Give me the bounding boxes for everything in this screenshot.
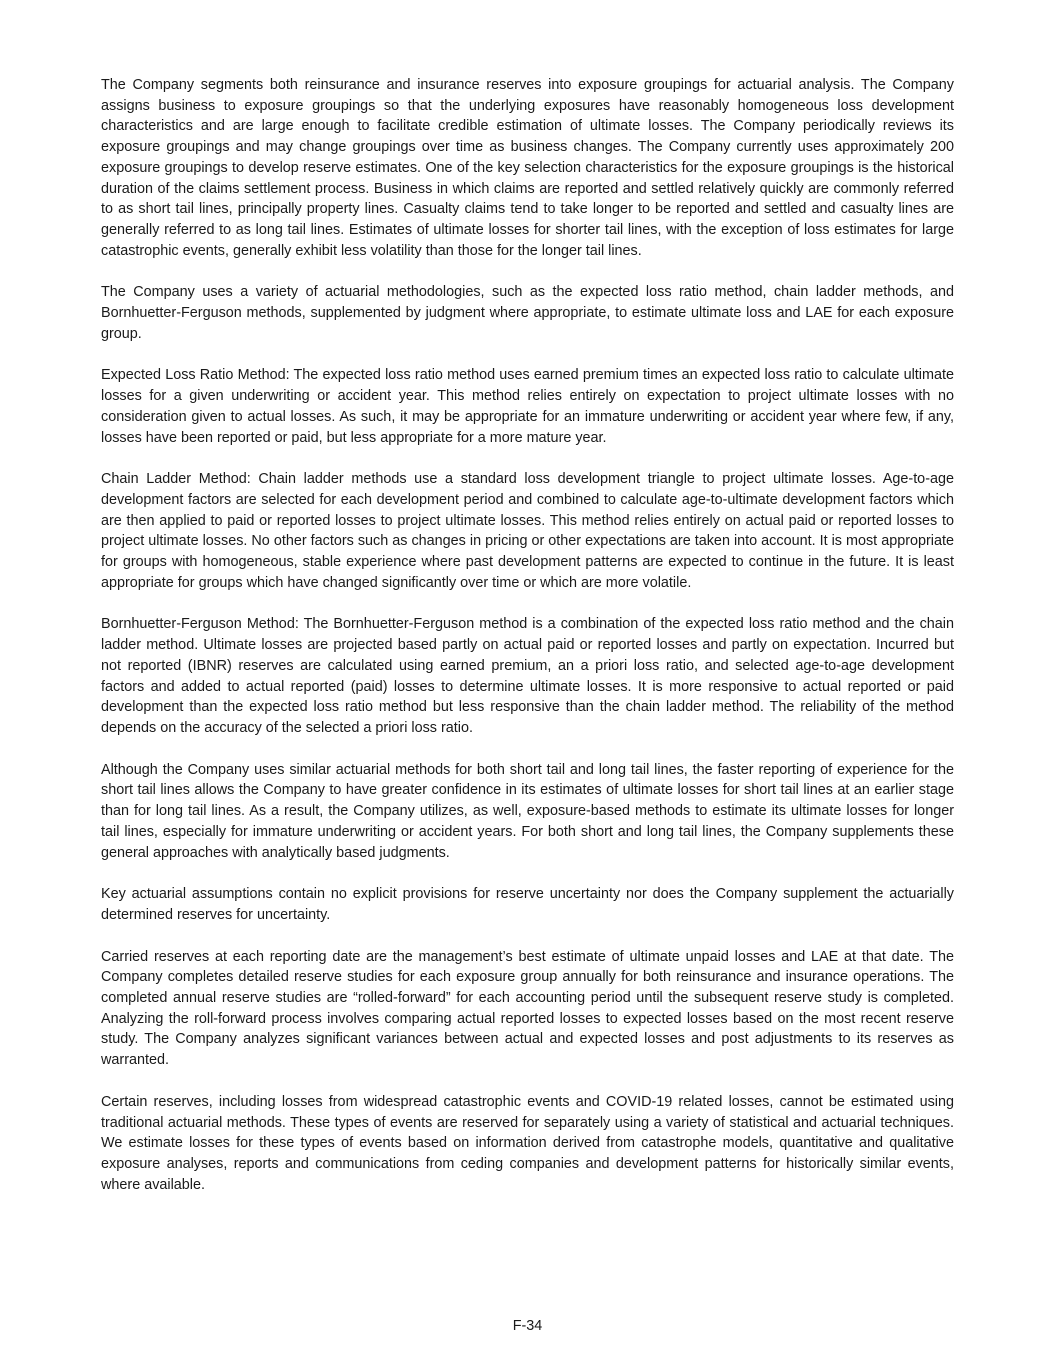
document-body: [101, 75, 954, 1216]
paragraph-short-long-tail-lines: Although the Company uses similar actuarial methods for both short tail and long tail lines, the faster reporting of experience for the short tail lines allows the Company to have greater confidence in its estimates of ultimate losses for short tail lines at an earlier stage than for long tail lines. As a result, the Company utilizes, as well, exposure-based methods to estimate its ultimate losses for longer tail lines, especially for immature underwriting or accident years. For both short and long tail lines, the Company supplements these general approaches with analytically based judgments.: [101, 761, 954, 861]
paragraph-catastrophic-events: Certain reserves, including losses from widespread catastrophic events and COVID-19 related losses, cannot be estimated using traditional actuarial methods. These types of events are reserved for separately using a variety of statistical and actuarial techniques. We estimate losses for these types of events based on information derived from catastrophe models, quantitative and qualitative exposure analyses, reports and communications from ceding companies and development patterns for historically similar events, where available.: [101, 1093, 954, 1193]
paragraph-carried-reserves: Carried reserves at each reporting date are the management’s best estimate of ultimate unpaid losses and LAE at that date. The Company completes detailed reserve studies for each exposure group annually for both reinsurance and insurance operations. The completed annual reserve studies are “rolled-forward” for each accounting period until the subsequent reserve study is completed. Analyzing the roll-forward process involves comparing actual reported losses to expected losses based on the most recent reserve study. The Company analyzes significant variances between actual and expected losses and post adjustments to its reserves as warranted.: [101, 948, 954, 1069]
paragraph-bornhuetter-ferguson-method: Bornhuetter-Ferguson Method: The Bornhuetter-Ferguson method is a combination of the expected loss ratio method and the chain ladder method. Ultimate losses are projected based partly on actual paid or reported losses and partly on expectation. Incurred but not reported (IBNR) reserves are calculated using earned premium, an a priori loss ratio, and selected age-to-age development factors and added to actual reported (paid) losses to determine ultimate losses. It is more responsive to actual reported or paid development than the expected loss ratio method but less responsive than the chain ladder method. The reliability of the method depends on the accuracy of the selected a priori loss ratio.: [101, 616, 954, 736]
paragraph-actuarial-methodologies: The Company uses a variety of actuarial methodologies, such as the expected loss ratio method, chain ladder methods, and Bornhuetter-Ferguson methods, supplemented by judgment where appropriate, to estimate ultimate loss and LAE for each exposure group.: [101, 284, 954, 342]
paragraph-key-assumptions: Key actuarial assumptions contain no explicit provisions for reserve uncertainty nor does the Company supplement the actuarially determined reserves for uncertainty.: [101, 886, 954, 923]
paragraph-chain-ladder-method: Chain Ladder Method: Chain ladder methods use a standard loss development triangle to project ultimate losses. Age-to-age development factors are selected for each development period and combined to calculate age-to-ultimate development factors which are then applied to paid or reported losses to project ultimate losses. This method relies entirely on actual paid or reported losses to project ultimate losses. No other factors such as changes in pricing or other expectations are taken into account. It is most appropriate for groups with homogeneous, stable experience where past development patterns are expected to continue in the future. It is least appropriate for groups which have changed significantly over time or which are more volatile.: [101, 471, 954, 591]
paragraph-exposure-groupings: The Company segments both reinsurance and insurance reserves into exposure groupings for actuarial analysis. The Company assigns business to exposure groupings so that the underlying exposures have reasonably homogeneous loss development characteristics and are large enough to facilitate credible estimation of ultimate losses. The Company periodically reviews its exposure groupings and may change groupings over time as business changes. The Company currently uses approximately 200 exposure groupings to develop reserve estimates. One of the key selection characteristics for the exposure groupings is the historical duration of the claims settlement process. Business in which claims are reported and settled relatively quickly are commonly referred to as short tail lines, principally property lines. Casualty claims tend to take longer to be reported and settled and casualty lines are generally referred to as long tail lines. Estimates of ultimate losses for shorter tail lines, with the exception of loss estimates for large catastrophic events, generally exhibit less volatility than those for the longer tail lines.: [101, 77, 954, 259]
paragraph-expected-loss-ratio-method: Expected Loss Ratio Method: The expected loss ratio method uses earned premium times an expected loss ratio to calculate ultimate losses for a given underwriting or accident year. This method relies entirely on expectation to project ultimate losses with no consideration given to actual losses. As such, it may be appropriate for an immature underwriting or accident year where few, if any, losses have been reported or paid, but less appropriate for a more mature year.: [101, 367, 954, 446]
page-number: F-34: [512, 1318, 543, 1334]
